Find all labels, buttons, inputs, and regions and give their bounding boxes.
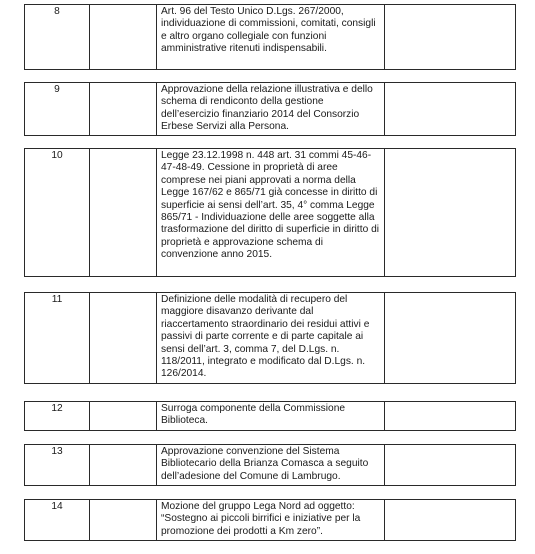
item-number: 10 bbox=[25, 149, 90, 277]
item-description: Surroga componente della Commissione Biblioteca. bbox=[157, 402, 385, 431]
notes-cell bbox=[385, 445, 516, 486]
item-number: 9 bbox=[25, 83, 90, 136]
blank-cell bbox=[90, 402, 157, 431]
blank-cell bbox=[90, 83, 157, 136]
blank-cell bbox=[90, 5, 157, 70]
item-description: Approvazione convenzione del Sistema Bibliotecario della Brianza Comasca a seguito dell’adesione del Comune di Lambrugo. bbox=[157, 445, 385, 486]
item-description: Definizione delle modalità di recupero del maggiore disavanzo derivante dal riaccertamento straordinario dei residui attivi e passivi di parte corrente e di parte capitale ai sensi dell’art. 3, comma 7, del D.Lgs. n. 118/2011, integrato e modificato dal D.Lgs. n. 126/2014. bbox=[157, 293, 385, 384]
agenda-row-13 bbox=[24, 444, 516, 486]
notes-cell bbox=[385, 149, 516, 277]
item-number: 14 bbox=[25, 500, 90, 541]
notes-cell bbox=[385, 500, 516, 541]
item-description: Art. 96 del Testo Unico D.Lgs. 267/2000, individuazione di commissioni, comitati, consigli e altro organo collegiale con funzioni amministrative ritenuti indispensabili. bbox=[157, 5, 385, 70]
agenda-row-11 bbox=[24, 292, 516, 384]
notes-cell bbox=[385, 83, 516, 136]
item-description: Legge 23.12.1998 n. 448 art. 31 commi 45-46-47-48-49. Cessione in proprietà di aree comprese nei piani approvati a norma della Legge 167/62 e 865/71 già concesse in diritto di superficie ai sensi dell’art. 35, 4° comma Legge 865/71 - Individuazione delle aree soggette alla trasformazione del diritto di superficie in diritto di proprietà e approvazione schema di convenzione anno 2015. bbox=[157, 149, 385, 277]
item-description: Mozione del gruppo Lega Nord ad oggetto: “Sostegno ai piccoli birrifici e iniziative per la promozione dei prodotti a Km zero”. bbox=[157, 500, 385, 541]
item-number: 12 bbox=[25, 402, 90, 431]
blank-cell bbox=[90, 500, 157, 541]
blank-cell bbox=[90, 149, 157, 277]
agenda-row-8 bbox=[24, 4, 516, 70]
agenda-row-14 bbox=[24, 499, 516, 541]
item-number: 8 bbox=[25, 5, 90, 70]
item-number: 13 bbox=[25, 445, 90, 486]
item-description: Approvazione della relazione illustrativa e dello schema di rendiconto della gestione dell’esercizio finanziario 2014 del Consorzio Erbese Servizi alla Persona. bbox=[157, 83, 385, 136]
agenda-row-10 bbox=[24, 148, 516, 277]
agenda-row-9 bbox=[24, 82, 516, 136]
notes-cell bbox=[385, 402, 516, 431]
item-number: 11 bbox=[25, 293, 90, 384]
notes-cell bbox=[385, 5, 516, 70]
notes-cell bbox=[385, 293, 516, 384]
agenda-row-12 bbox=[24, 401, 516, 431]
blank-cell bbox=[90, 293, 157, 384]
blank-cell bbox=[90, 445, 157, 486]
